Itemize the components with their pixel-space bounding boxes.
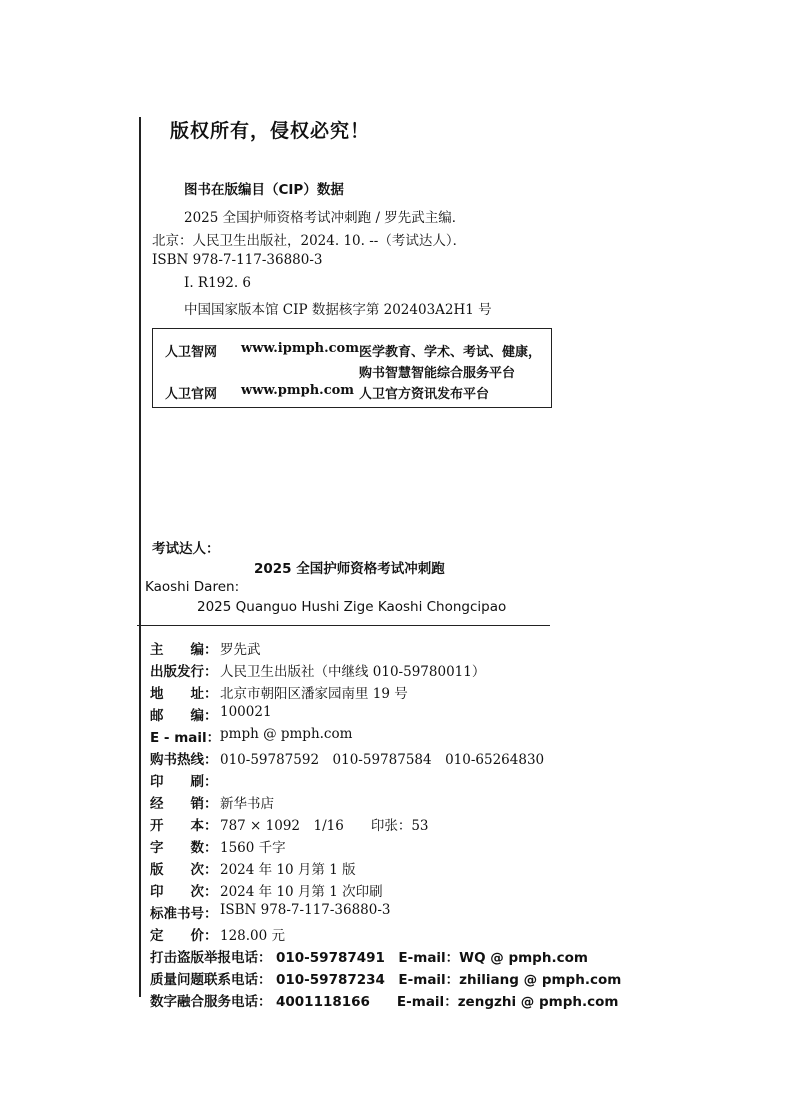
info-label: 印 刷： [150, 774, 218, 790]
hotline-value: 010-59787491 E-mail：WQ @ pmph.com [276, 950, 588, 966]
hotline-label: 质量问题联系电话： [150, 972, 272, 988]
website-info-box [152, 328, 552, 408]
series-label-cn: 考试达人： [152, 541, 220, 557]
cip-title: 图书在版编目（CIP）数据 [184, 182, 344, 198]
left-margin-rule [139, 117, 141, 997]
info-value: 787 × 1092 1/16 印张：53 [220, 818, 429, 834]
copyright-notice: 版权所有，侵权必究！ [170, 120, 371, 142]
info-label: 定 价： [150, 928, 218, 944]
hotline-label: 打击盗版举报电话： [150, 950, 272, 966]
info-label: 经 销： [150, 796, 218, 812]
site-name: 人卫官网 [165, 387, 218, 402]
info-value: 北京市朝阳区潘家园南里 19 号 [220, 686, 408, 702]
info-label: 字 数： [150, 840, 218, 856]
series-label-en: Kaoshi Daren: [145, 579, 240, 595]
series-title-cn: 2025 全国护师资格考试冲刺跑 [254, 561, 445, 577]
site-description: 医学教育、学术、考试、健康， [359, 345, 542, 360]
info-value: 新华书店 [220, 796, 274, 812]
cip-isbn-line: ISBN 978-7-117-36880-3 [152, 252, 323, 268]
info-value: 128.00 元 [220, 928, 286, 944]
site-description: 购书智慧智能综合服务平台 [359, 366, 516, 381]
info-value: ISBN 978-7-117-36880-3 [220, 902, 391, 918]
series-title-en: 2025 Quanguo Hushi Zige Kaoshi Chongcipao [197, 599, 507, 615]
info-value: 人民卫生出版社（中继线 010-59780011） [220, 664, 486, 680]
info-value: pmph @ pmph.com [220, 726, 353, 742]
info-label: E - mail： [150, 730, 221, 746]
hotline-value: 4001118166 E-mail：zengzhi @ pmph.com [276, 994, 619, 1010]
site-name: 人卫智网 [165, 345, 218, 360]
info-label: 购书热线： [150, 752, 218, 768]
info-label: 版 次： [150, 862, 218, 878]
cip-title-line: 2025 全国护师资格考试冲刺跑 / 罗先武主编． [184, 210, 466, 226]
site-url-link[interactable]: www.pmph.com [241, 383, 355, 398]
info-value: 2024 年 10 月第 1 次印刷 [220, 884, 383, 900]
info-label: 出版发行： [150, 664, 218, 680]
info-value: 010-59787592 010-59787584 010-65264830 [220, 752, 545, 768]
hotline-label: 数字融合服务电话： [150, 994, 272, 1010]
info-value: 罗先武 [220, 642, 261, 658]
info-value: 1560 千字 [220, 840, 286, 856]
site-description: 人卫官方资讯发布平台 [359, 387, 490, 402]
divider-line [137, 625, 550, 626]
info-label: 邮 编： [150, 708, 218, 724]
cip-publisher-line: 北京：人民卫生出版社，2024. 10. --（考试达人）． [152, 233, 467, 249]
info-label: 主 编： [150, 642, 218, 658]
info-label: 地 址： [150, 686, 218, 702]
info-label: 印 次： [150, 884, 218, 900]
info-value: 100021 [220, 704, 272, 720]
hotline-value: 010-59787234 E-mail：zhiliang @ pmph.com [276, 972, 622, 988]
info-value: 2024 年 10 月第 1 版 [220, 862, 356, 878]
info-label: 标准书号： [150, 906, 218, 922]
site-url-link[interactable]: www.ipmph.com [241, 341, 359, 356]
cip-record-number-line: 中国国家版本馆 CIP 数据核字第 202403A2H1 号 [184, 302, 492, 318]
cip-classification-line: Ⅰ. R192. 6 [184, 275, 252, 291]
info-label: 开 本： [150, 818, 218, 834]
